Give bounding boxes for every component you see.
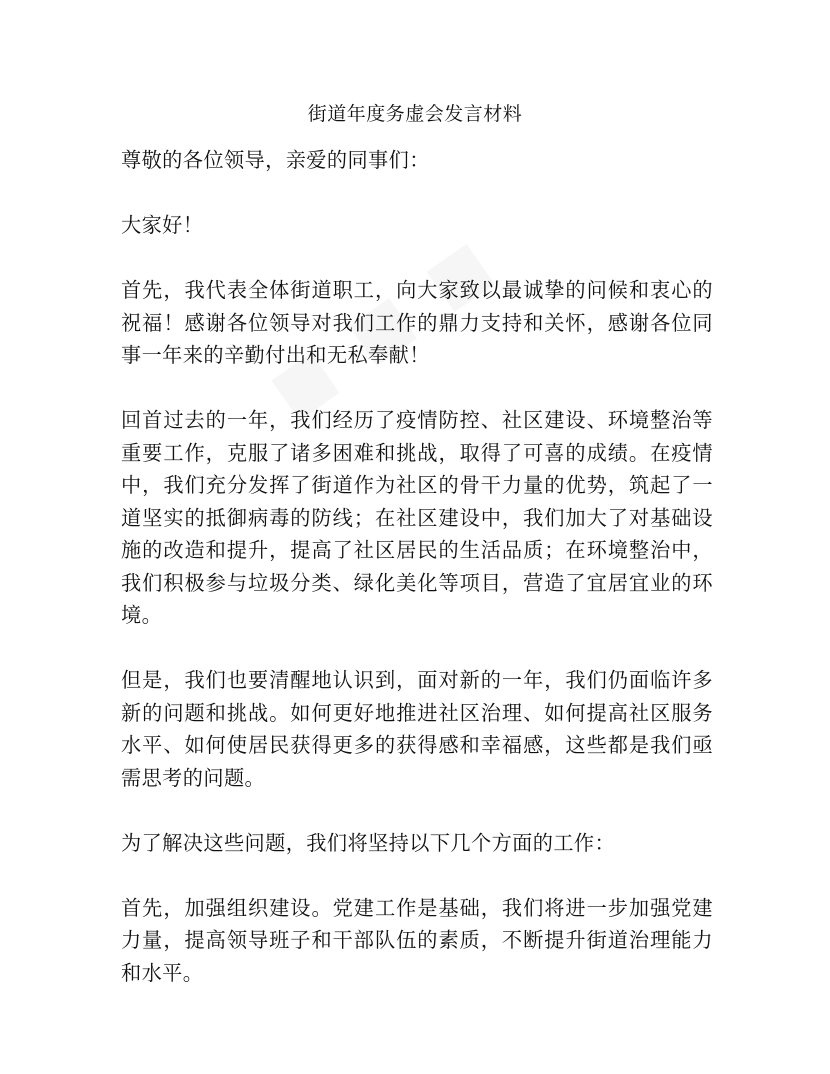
- paragraph-challenges: 但是，我们也要清醒地认识到，面对新的一年，我们仍面临许多新的问题和挑战。如何更好地推进社区治理、如何提高社区服务水平、如何使居民获得更多的获得感和幸福感，这些都是我们亟需思考的问题。: [121, 668, 713, 790]
- paragraph-thanks: 首先，我代表全体街道职工，向大家致以最诚挚的问候和衷心的祝福！感谢各位领导对我们工作的鼎力支持和关怀，感谢各位同事一年来的辛勤付出和无私奉献！: [121, 278, 713, 367]
- document-body: [121, 144, 713, 1022]
- greeting: 大家好！: [121, 213, 204, 237]
- paragraph-plan-intro: 为了解决这些问题，我们将坚持以下几个方面的工作：: [121, 830, 616, 855]
- salutation: 尊敬的各位领导，亲爱的同事们：: [121, 148, 430, 172]
- document-title: 街道年度务虚会发言材料: [307, 103, 523, 125]
- paragraph-review: 回首过去的一年，我们经历了疫情防控、社区建设、环境整治等重要工作，克服了诸多困难和挑战，取得了可喜的成绩。在疫情中，我们充分发挥了街道作为社区的骨干力量的优势，筑起了一道坚实的抵御病毒的防线；在社区建设中，我们加大了对基础设施的改造和提升，提高了社区居民的生活品质；在环境整治中，我们积极参与垃圾分类、绿化美化等项目，营造了宜居宜业的环境。: [121, 408, 713, 627]
- paragraph-organization: 首先，加强组织建设。党建工作是基础，我们将进一步加强党建力量，提高领导班子和干部队伍的素质，不断提升街道治理能力和水平。: [121, 895, 713, 985]
